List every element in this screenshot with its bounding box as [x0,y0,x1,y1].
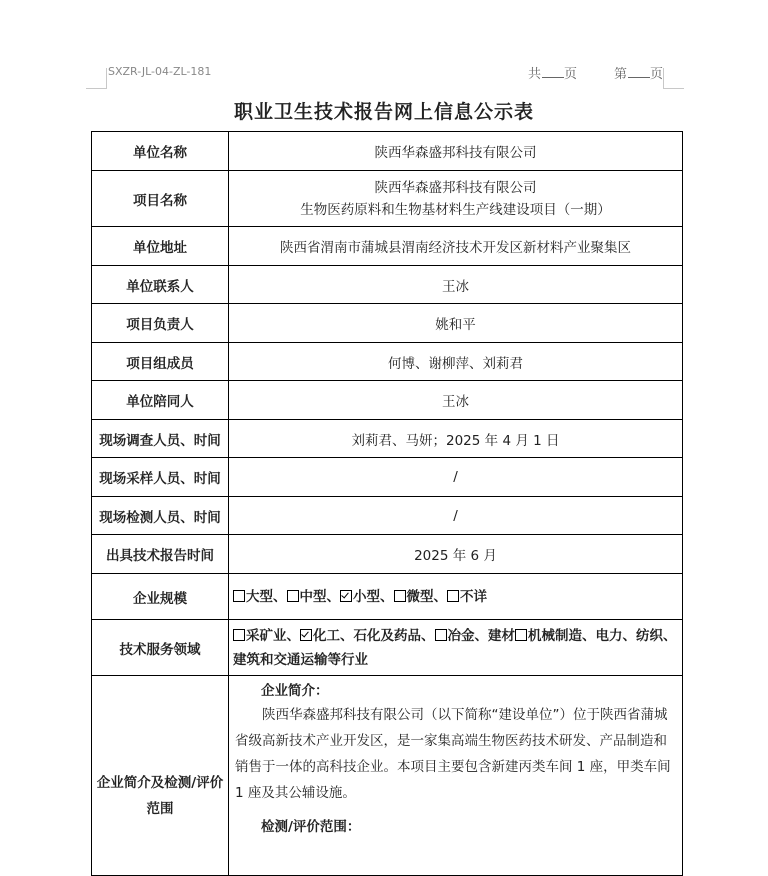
field-checkbox-2[interactable] [435,629,447,641]
label-field: 技术服务领域 [92,620,229,676]
crop-mark-right [663,68,684,89]
field-options [229,620,683,676]
label-survey: 现场调查人员、时间 [92,420,229,458]
row-field [92,620,683,676]
value-escort: 王冰 [229,381,683,420]
label-report-time: 出具技术报告时间 [92,535,229,574]
scale-checkbox-0[interactable] [233,590,245,602]
crop-mark-left [86,68,107,89]
scale-option-label-4: 不详 [460,588,487,605]
label-unit-address: 单位地址 [92,227,229,266]
row-project-name [92,171,683,227]
row-contact [92,266,683,304]
scale-checkbox-4[interactable] [447,590,459,602]
row-report-time [92,535,683,574]
info-table [91,131,683,876]
label-unit-name: 单位名称 [92,132,229,171]
value-intro [229,676,683,876]
row-unit-name [92,132,683,171]
value-survey: 刘莉君、马妍；2025 年 4 月 1 日 [229,420,683,458]
page-counter: 共 页 第 页 [528,67,664,82]
field-option-label-2: 冶金、建材 [447,627,515,644]
label-project-name: 项目名称 [92,171,229,227]
row-scale [92,574,683,620]
value-unit-name: 陕西华森盛邦科技有限公司 [229,132,683,171]
label-contact: 单位联系人 [92,266,229,304]
intro-heading: 企业简介： [261,683,329,699]
label-members: 项目组成员 [92,343,229,381]
document-code: SXZR-JL-04-ZL-181 [108,65,212,78]
scale-option-label-3: 微型、 [406,588,447,605]
row-sampling [92,458,683,497]
label-scale: 企业规模 [92,574,229,620]
label-sampling: 现场采样人员、时间 [92,458,229,497]
label-intro: 企业简介及检测/评价范围 [92,676,229,876]
row-intro [92,676,683,876]
row-unit-address [92,227,683,266]
intro-paragraph: 陕西华森盛邦科技有限公司（以下简称“建设单位”）位于陕西省蒲城省级高新技术产业开发区，是一家集高端生物医药技术研发、产品制造和销售于一体的高科技企业。本项目主要包含新建丙类车间 1 座，甲类车间 1 座及其公辅设施。 [235,707,671,801]
value-testing: / [229,497,683,535]
field-option-label-0: 采矿业、 [246,627,300,644]
scale-checkbox-3[interactable] [394,590,406,602]
label-testing: 现场检测人员、时间 [92,497,229,535]
scale-checkbox-1[interactable] [287,590,299,602]
value-report-time: 2025 年 6 月 [229,535,683,574]
label-project-lead: 项目负责人 [92,304,229,343]
row-survey [92,420,683,458]
value-unit-address: 陕西省渭南市蒲城县渭南经济技术开发区新材料产业聚集区 [229,227,683,266]
value-members: 何博、谢柳萍、刘莉君 [229,343,683,381]
field-checkbox-0[interactable] [233,629,245,641]
field-option-label-3: 机械制造、电力、纺织、建筑和交通运输等行业 [233,627,677,668]
field-option-label-1: 化工、石化及药品、 [313,627,435,644]
scale-options [229,574,683,620]
row-testing [92,497,683,535]
row-members [92,343,683,381]
value-sampling: / [229,458,683,497]
value-project-name: 陕西华森盛邦科技有限公司 生物医药原料和生物基材料生产线建设项目（一期） [229,171,683,227]
scale-option-label-2: 小型、 [353,588,394,605]
scale-checkbox-2[interactable] [340,590,352,602]
scale-option-label-1: 中型、 [299,588,340,605]
scale-option-label-0: 大型、 [246,588,287,605]
value-project-lead: 姚和平 [229,304,683,343]
scope-heading: 检测/评价范围： [261,819,361,835]
page-title: 职业卫生技术报告网上信息公示表 [233,101,534,123]
label-escort: 单位陪同人 [92,381,229,420]
row-project-lead [92,304,683,343]
row-escort [92,381,683,420]
field-checkbox-1[interactable] [300,629,312,641]
value-contact: 王冰 [229,266,683,304]
field-checkbox-3[interactable] [515,629,527,641]
